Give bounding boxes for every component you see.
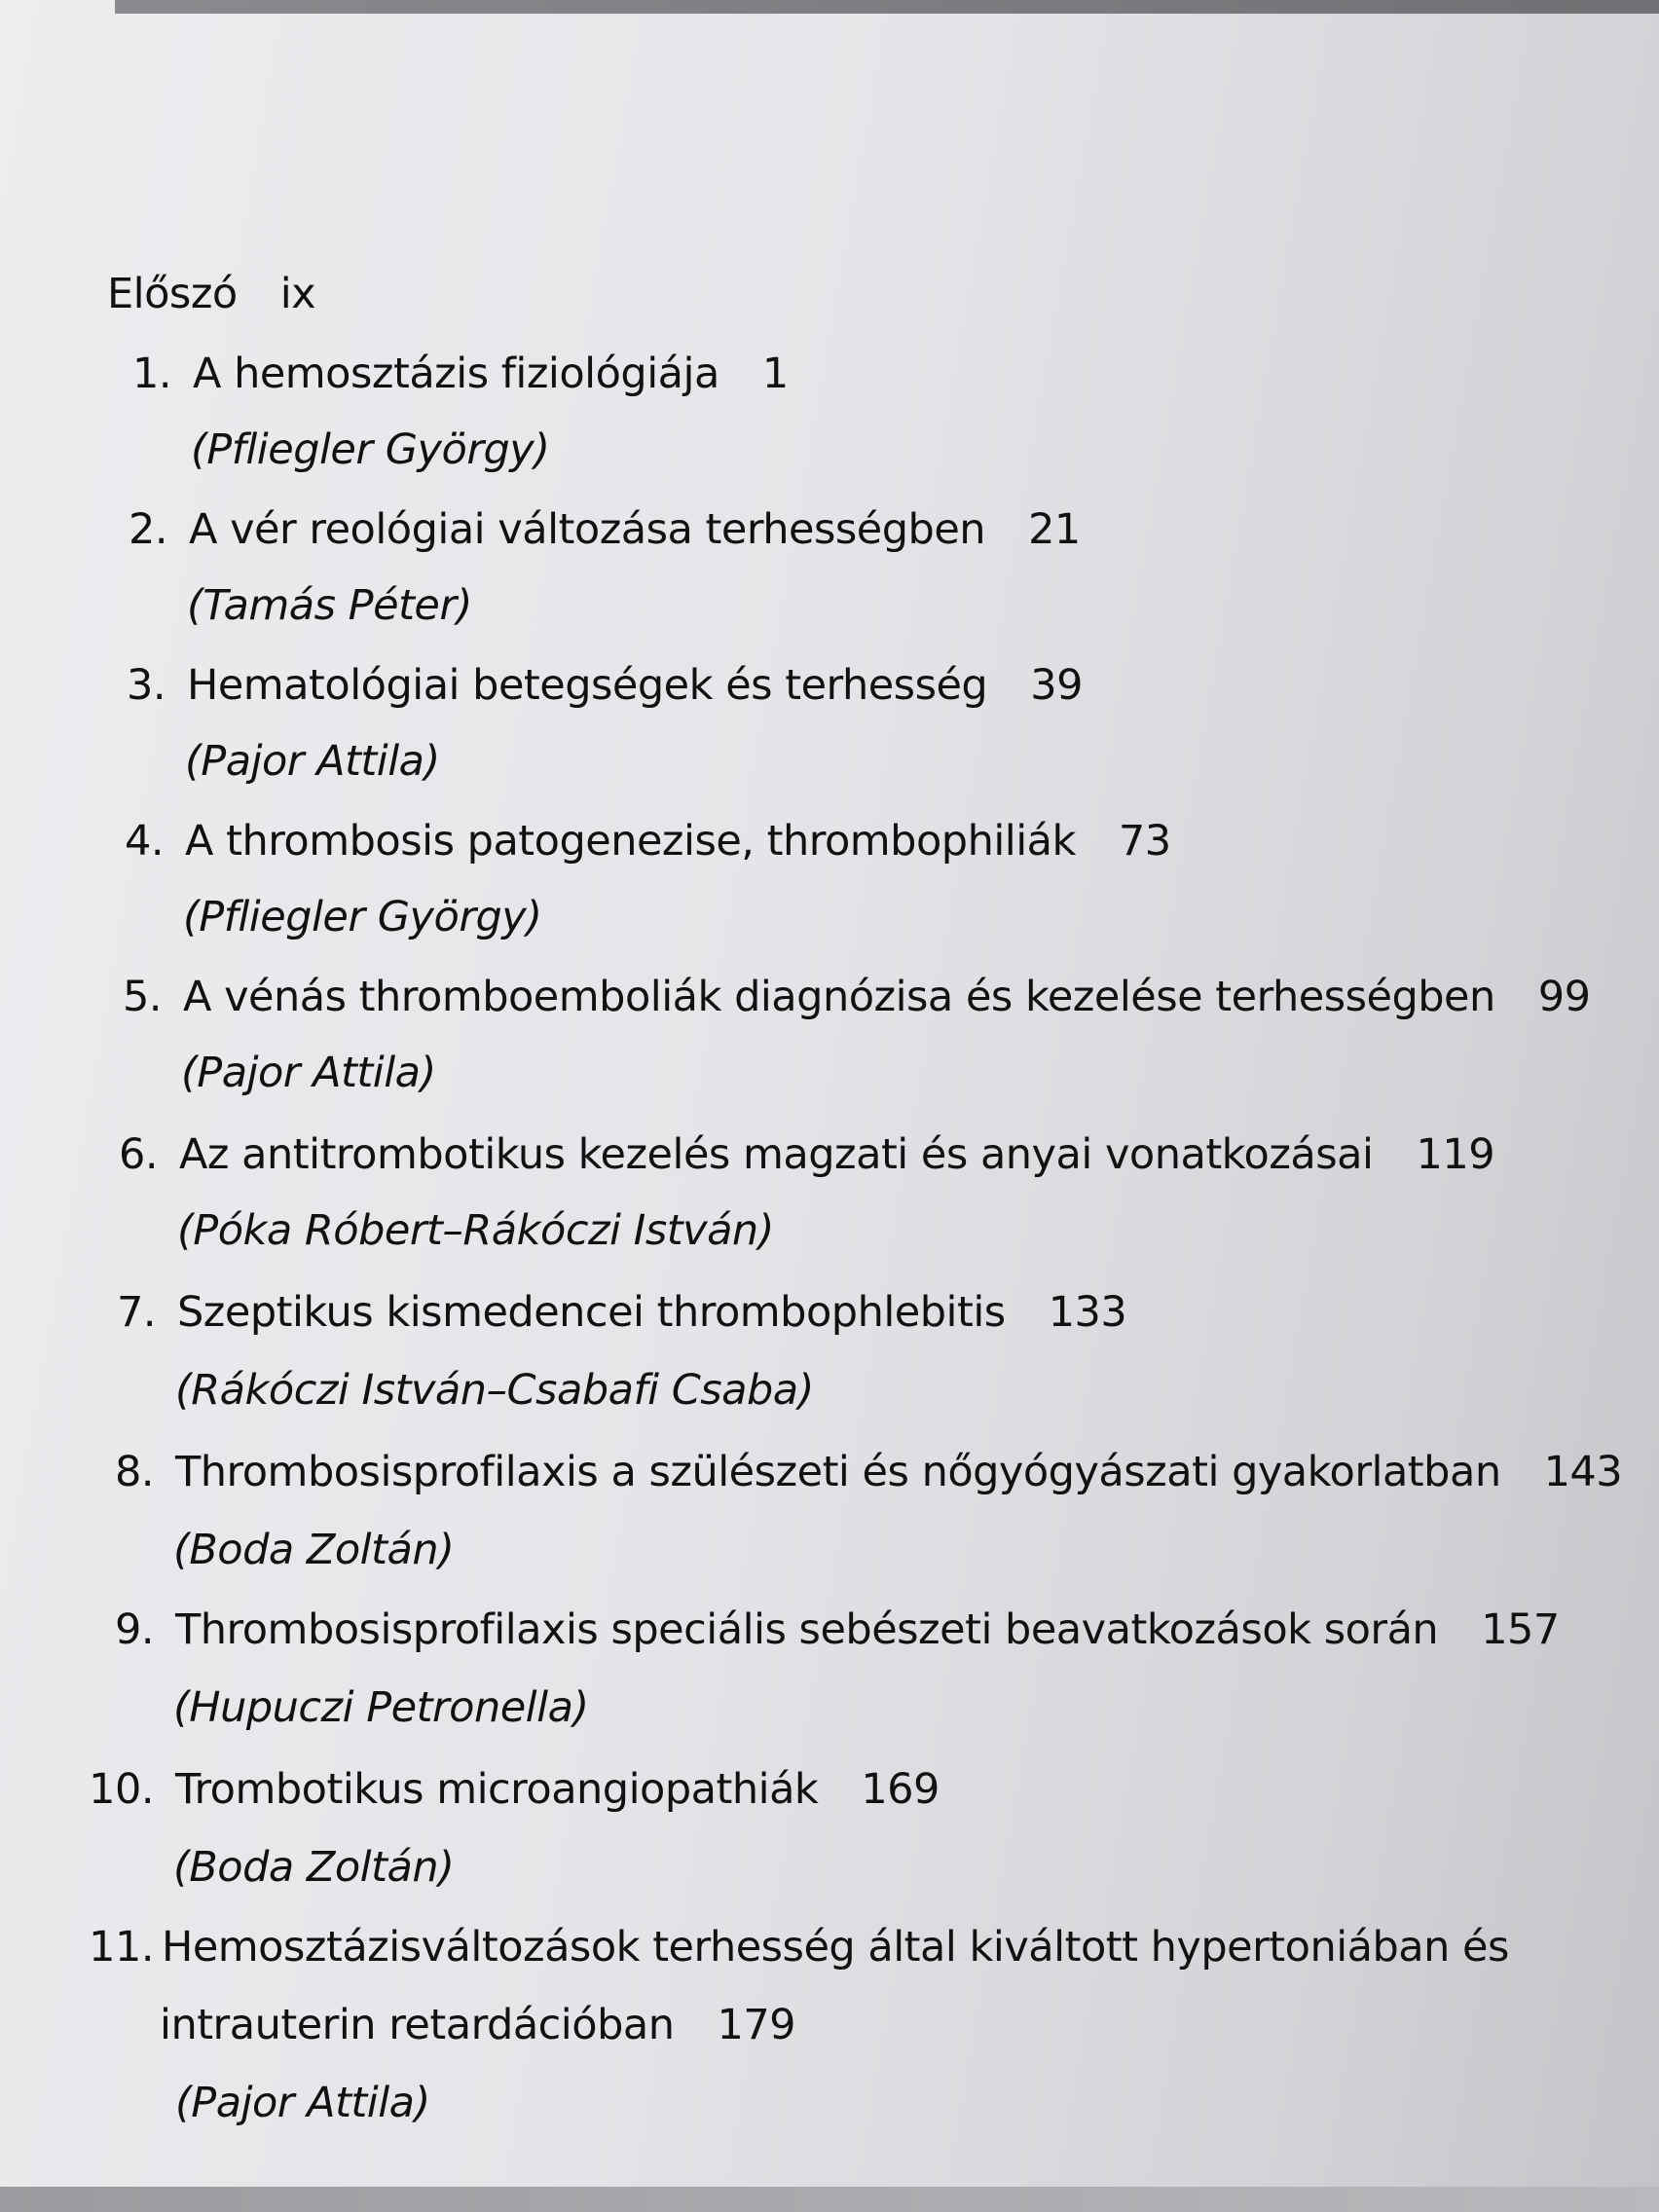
toc-entry-11-continued — [160, 2000, 795, 2050]
entry-author: (Hupuczi Petronella) — [173, 1683, 589, 1732]
toc-entry-7 — [105, 1287, 1126, 1338]
entry-title: Szeptikus kismedencei thrombophlebitis — [177, 1288, 1006, 1337]
entry-title: Thrombosisprofilaxis speciális sebészeti beavatkozások során — [175, 1605, 1439, 1654]
entry-page-number: 179 — [717, 2001, 796, 2049]
entry-author: (Pajor Attila) — [175, 2079, 430, 2127]
entry-page-number: ix — [279, 270, 316, 318]
entry-number: 7. — [116, 1288, 156, 1337]
entry-author: (Boda Zoltán) — [173, 1526, 455, 1574]
toc-entry-9 — [103, 1604, 1560, 1655]
entry-page-number: 143 — [1543, 1448, 1623, 1496]
entry-title-line-1: Hemosztázisváltozások terhesség által kiváltott hypertoniában és — [162, 1923, 1509, 1972]
entry-number: 10. — [89, 1765, 154, 1814]
entry-number: 8. — [114, 1448, 154, 1496]
entry-number: 2. — [128, 505, 167, 554]
entry-title: A hemosztázis fiziológiája — [193, 350, 719, 398]
toc-entry-11 — [86, 1922, 1509, 1972]
entry-page-number: 133 — [1048, 1288, 1127, 1337]
entry-title: Hematológiai betegségek és terhesség — [187, 661, 988, 710]
entry-author: (Rákóczi István–Csabafi Csaba) — [175, 1366, 814, 1415]
entry-number: 3. — [126, 661, 166, 710]
entry-page-number: 119 — [1416, 1130, 1495, 1179]
entry-number: 1. — [131, 350, 171, 398]
toc-entry-foreword — [107, 269, 315, 319]
entry-page-number: 21 — [1028, 505, 1081, 554]
entry-page-number: 73 — [1118, 817, 1171, 866]
entry-number: 5. — [122, 973, 162, 1021]
entry-title: Thrombosisprofilaxis a szülészeti és nőgyógyászati gyakorlatban — [175, 1448, 1501, 1496]
entry-title: A vénás thromboemboliák diagnózisa és kezelése terhességben — [183, 973, 1495, 1021]
toc-entry-5 — [111, 972, 1590, 1022]
entry-number: 6. — [118, 1130, 158, 1179]
entry-author: (Pfliegler György) — [191, 425, 550, 474]
toc-entry-3 — [115, 660, 1083, 711]
entry-author: (Boda Zoltán) — [173, 1843, 455, 1892]
entry-author: (Póka Róbert–Rákóczi István) — [177, 1206, 774, 1255]
toc-entry-1 — [121, 349, 789, 399]
entry-title: Előszó — [107, 270, 238, 318]
entry-title: A thrombosis patogenezise, thrombophiliák — [185, 817, 1076, 866]
entry-title: Trombotikus microangiopathiák — [175, 1765, 819, 1814]
entry-page-number: 39 — [1030, 661, 1083, 710]
toc-entry-4 — [113, 816, 1171, 866]
entry-page-number: 99 — [1537, 973, 1591, 1021]
entry-page-number: 1 — [761, 350, 789, 398]
entry-title: A vér reológiai változása terhességben — [189, 505, 986, 554]
toc-entry-2 — [117, 504, 1081, 555]
entry-page-number: 169 — [861, 1765, 940, 1814]
entry-number: 4. — [124, 817, 164, 866]
entry-author: (Pajor Attila) — [185, 737, 440, 786]
entry-page-number: 157 — [1481, 1605, 1560, 1654]
bottom-page-edge — [0, 2187, 1659, 2212]
entry-author: (Tamás Péter) — [187, 581, 472, 630]
entry-number: 11. — [89, 1923, 154, 1972]
entry-title: Az antitrombotikus kezelés magzati és anyai vonatkozásai — [179, 1130, 1374, 1179]
toc-entry-10 — [86, 1764, 940, 1815]
entry-number: 9. — [114, 1605, 154, 1654]
entry-title-line-2: intrauterin retardációban — [160, 2001, 675, 2049]
toc-entry-6 — [107, 1129, 1494, 1180]
toc-entry-8 — [103, 1447, 1622, 1497]
entry-author: (Pajor Attila) — [181, 1049, 436, 1097]
entry-author: (Pfliegler György) — [183, 893, 542, 941]
